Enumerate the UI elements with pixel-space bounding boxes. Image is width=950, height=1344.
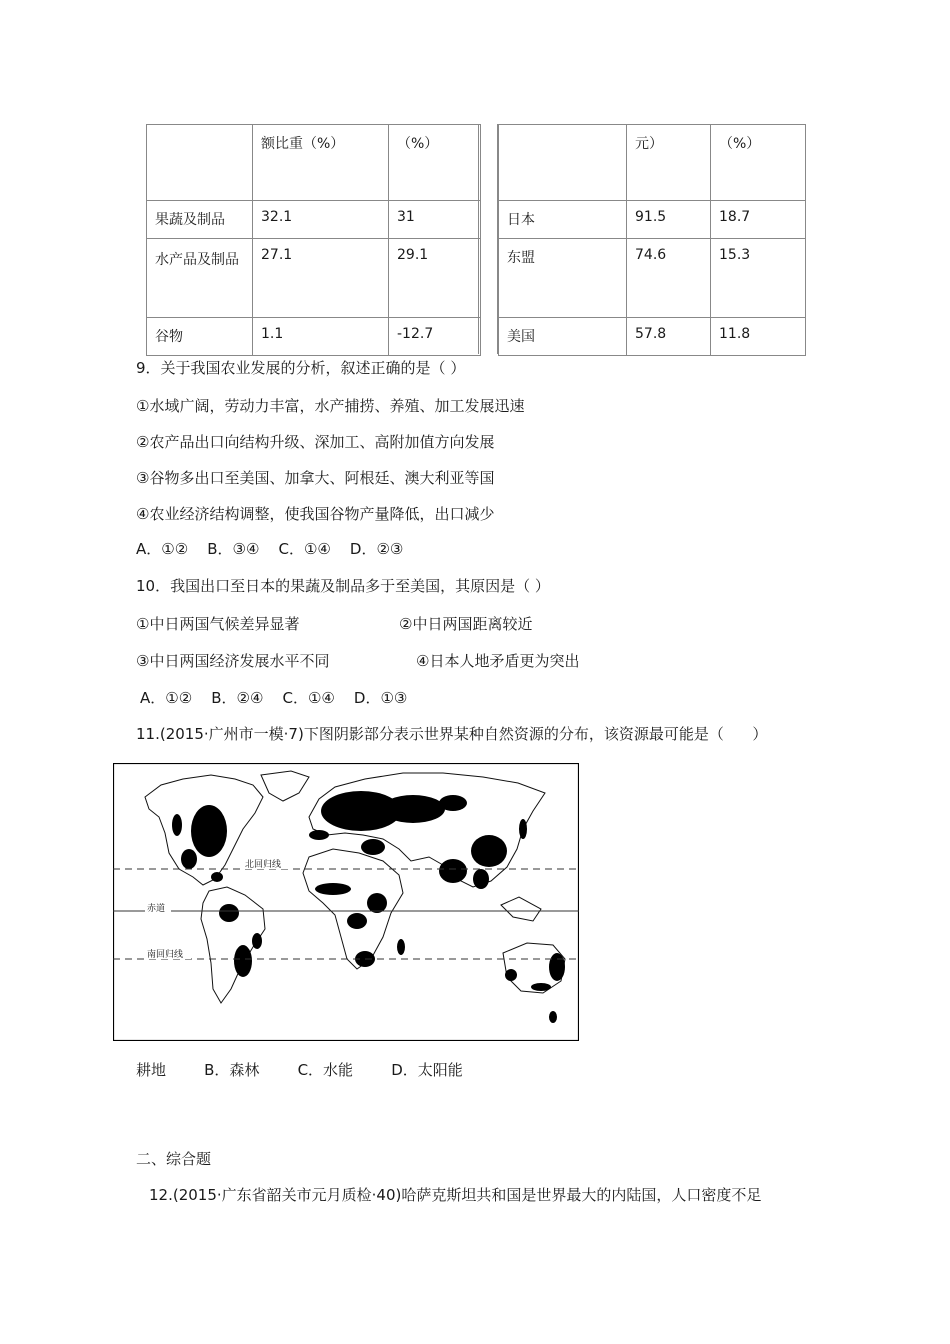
shade-east-china [471,835,507,867]
shade-north-africa [309,830,329,840]
tropic-of-capricorn-label: 南回归线 [147,950,184,960]
shade-central-africa [347,913,367,929]
table-cell: 1.1 [253,318,389,356]
question-9-item: ①水域广阔，劳动力丰富，水产捕捞、养殖、加工发展迅速 [136,397,525,415]
question-10-item: ③中日两国经济发展水平不同 [136,652,330,670]
shade-siberia [439,795,467,811]
question-10-item: ④日本人地矛盾更为突出 [416,652,580,670]
table-cell [499,125,627,201]
question-10-stem: 10．我国出口至日本的果蔬及制品多于至美国，其原因是（ ） [136,577,550,595]
question-9-item: ③谷物多出口至美国、加拿大、阿根廷、澳大利亚等国 [136,469,495,487]
table-cell: 美国 [499,318,627,356]
table-cell: 果蔬及制品 [147,201,253,239]
table-cell: 15.3 [711,239,806,318]
shade-na-south [181,849,197,869]
question-10-item: ②中日两国距离较近 [399,615,533,633]
table-cell: 11.8 [711,318,806,356]
table-cell: 27.1 [253,239,389,318]
world-resource-map [113,763,579,1041]
table-cell: 东盟 [499,239,627,318]
shade-sa-east [252,933,262,949]
question-9-options: A．①② B．③④ C．①④ D．②③ [136,540,404,558]
table-cell: 57.8 [627,318,711,356]
shade-southeast-asia [473,869,489,889]
shade-middle-east [361,839,385,855]
shade-sa-south [234,945,252,977]
shade-australia-west [505,969,517,981]
shade-russia [381,795,445,823]
shade-madagascar [397,939,405,955]
shade-na-east [191,805,227,857]
table-divider [478,124,498,354]
shade-sa-north [219,904,239,922]
shade-japan [519,819,527,839]
table-cell: 额比重（%） [253,125,389,201]
question-12-stem: 12.(2015·广东省韶关市元月质检·40)哈萨克斯坦共和国是世界最大的内陆国，人口密度不足 [149,1186,762,1204]
table-cell: 谷物 [147,318,253,356]
shade-east-africa [367,893,387,913]
table-cell: （%） [711,125,806,201]
table-cell: 74.6 [627,239,711,318]
export-structure-table [146,124,481,356]
shade-australia-east [549,953,565,981]
shade-central-america [211,872,223,882]
table-cell: -12.7 [389,318,481,356]
question-9-stem: 9．关于我国农业发展的分析，叙述正确的是（ ） [136,359,466,377]
question-10-options: A．①② B．②④ C．①④ D．①③ [140,689,408,707]
question-9-item: ④农业经济结构调整，使我国谷物产量降低，出口减少 [136,505,495,523]
table-cell: 元） [627,125,711,201]
shade-west-africa [315,883,351,895]
tropic-of-cancer-label: 北回归线 [245,860,282,870]
table-cell: 29.1 [389,239,481,318]
question-11-stem: 11.(2015·广州市一模·7)下图阴影部分表示世界某种自然资源的分布，该资源最可能是（ ） [136,725,768,743]
question-10-item: ①中日两国气候差异显著 [136,615,300,633]
table-cell: 18.7 [711,201,806,239]
export-destination-table [498,124,806,356]
equator-label: 赤道 [147,904,166,914]
table-cell: 91.5 [627,201,711,239]
table-cell: 水产品及制品 [147,239,253,318]
section-title: 二、综合题 [136,1150,212,1168]
table-cell: 31 [389,201,481,239]
shade-south-asia [439,859,467,883]
shade-na-west [172,814,182,836]
question-11-options: 耕地 B．森林 C．水能 D．太阳能 [136,1061,463,1079]
table-cell [147,125,253,201]
question-9-item: ②农产品出口向结构升级、深加工、高附加值方向发展 [136,433,495,451]
table-cell: 日本 [499,201,627,239]
shade-new-zealand [549,1011,557,1023]
table-cell: （%） [389,125,481,201]
shade-australia-south [531,983,551,991]
table-cell: 32.1 [253,201,389,239]
